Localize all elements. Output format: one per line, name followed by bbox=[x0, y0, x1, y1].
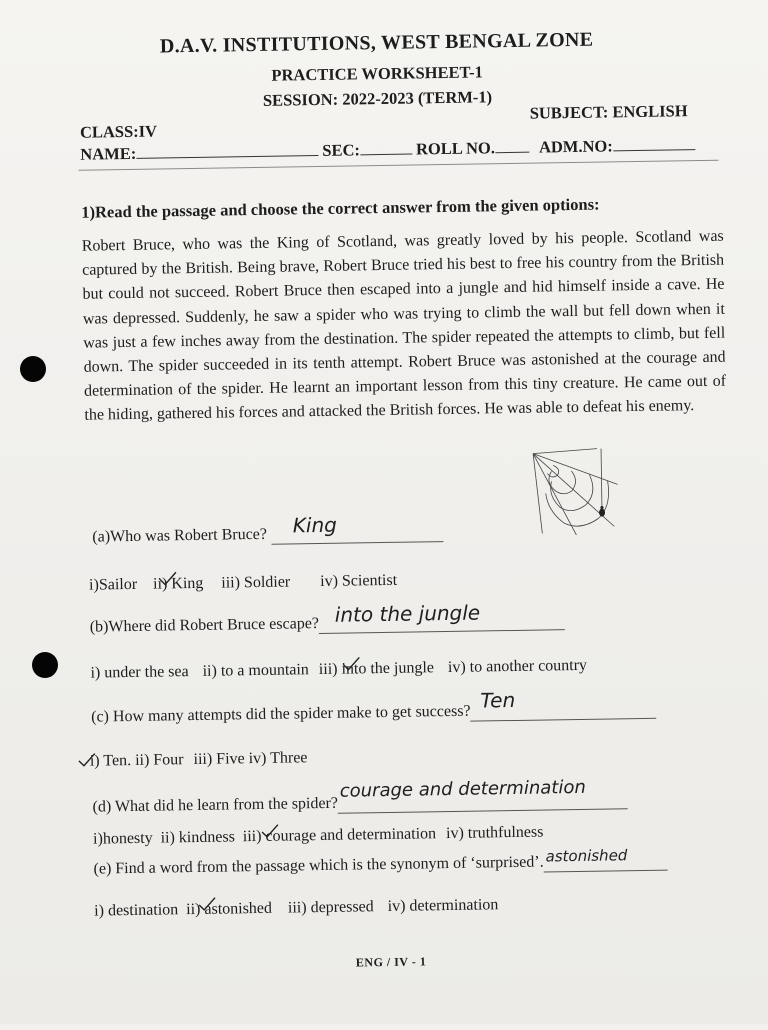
option-a-1[interactable]: i)Sailor bbox=[88, 575, 138, 594]
checkmark-icon bbox=[261, 824, 279, 838]
option-c-3[interactable]: iii) Five bbox=[193, 750, 245, 769]
answer-a-field[interactable] bbox=[271, 512, 443, 545]
options-c bbox=[90, 749, 308, 770]
subject-label: SUBJECT: ENGLISH bbox=[529, 101, 688, 123]
checkmark-icon bbox=[78, 753, 96, 767]
roll-label: ROLL NO. bbox=[415, 138, 496, 159]
options-a bbox=[89, 572, 397, 595]
question-heading: 1)Read the passage and choose the correct answer from the given options: bbox=[81, 194, 600, 222]
question-d bbox=[92, 776, 628, 817]
question-b-text: (b)Where did Robert Bruce escape? bbox=[89, 615, 320, 636]
answer-c: Ten bbox=[480, 687, 516, 713]
question-c bbox=[91, 687, 657, 728]
option-e-1[interactable]: i) destination bbox=[94, 901, 179, 920]
option-b-1[interactable]: i) under the sea bbox=[90, 663, 189, 682]
options-d bbox=[93, 824, 544, 849]
option-a-4[interactable]: iv) Scientist bbox=[320, 571, 398, 591]
option-e-4[interactable]: iv) determination bbox=[387, 896, 499, 915]
answer-c-field[interactable] bbox=[470, 687, 656, 722]
reading-passage: Robert Bruce, who was the King of Scotland, was greatly loved by his people. Scotland was captured by the British. Being brave, Robert Bruce tried his best to free his country from the British but could not succeed. Robert Bruce then escaped into a jungle and hid himself inside a cave. He was depressed. Suddenly, he saw a spider who was trying to climb the wall but fell down when it was just a few inches away from the destination. The spider repeated the attempts to climb, but fell down. The spider succeeded in its tenth attempt. Robert Bruce was astonished at the courage and determination of the spider. He learnt an important lesson from this tiny creature. He came out of the hiding, gathered his forces and attacked the British forces. He was able to defeat his enemy. bbox=[81, 227, 727, 425]
name-label: NAME: bbox=[80, 143, 137, 164]
answer-b-field[interactable] bbox=[319, 600, 565, 634]
answer-a: King bbox=[292, 512, 338, 538]
option-e-3[interactable]: iii) depressed bbox=[287, 898, 374, 917]
checkmark-icon bbox=[342, 656, 360, 670]
spider-web-icon bbox=[527, 444, 624, 541]
question-c-text: (c) How many attempts did the spider make to get success? bbox=[91, 702, 471, 726]
sec-field[interactable] bbox=[360, 140, 412, 156]
adm-field[interactable] bbox=[613, 135, 695, 151]
class-label: CLASS:IV bbox=[79, 121, 158, 142]
options-b bbox=[90, 657, 587, 683]
question-a bbox=[92, 512, 443, 548]
student-info-row bbox=[80, 135, 695, 165]
option-b-2[interactable]: ii) to a mountain bbox=[202, 661, 309, 680]
option-e-2[interactable]: ii) astonished bbox=[186, 899, 273, 919]
option-b-4[interactable]: iv) to another country bbox=[447, 656, 588, 677]
option-c-1[interactable]: i) Ten bbox=[89, 752, 128, 770]
question-d-text: (d) What did he learn from the spider? bbox=[92, 794, 339, 816]
options-e bbox=[94, 896, 498, 920]
option-d-3[interactable]: iii) courage and determination bbox=[242, 825, 437, 846]
option-c-2[interactable]: . ii) Four bbox=[126, 751, 184, 770]
session-label: SESSION: 2022-2023 (TERM-1) bbox=[262, 87, 493, 110]
question-b bbox=[89, 600, 565, 637]
question-a-text: (a)Who was Robert Bruce? bbox=[92, 525, 268, 546]
question-e-text: (e) Find a word from the passage which is the synonym of ‘surprised’. bbox=[93, 853, 544, 878]
answer-d-field[interactable] bbox=[338, 776, 628, 814]
option-b-3[interactable]: iii) into the jungle bbox=[318, 659, 435, 679]
worksheet-title: PRACTICE WORKSHEET-1 bbox=[271, 62, 483, 85]
roll-field[interactable] bbox=[495, 138, 529, 154]
option-c-4[interactable]: iv) Three bbox=[248, 749, 308, 768]
answer-b: into the jungle bbox=[334, 600, 481, 627]
option-d-1[interactable]: i)honesty bbox=[92, 829, 153, 848]
answer-e: astonished bbox=[545, 846, 628, 866]
question-e bbox=[93, 846, 667, 880]
sec-label: SEC: bbox=[322, 140, 361, 160]
name-field[interactable] bbox=[136, 141, 318, 159]
page-title: D.A.V. INSTITUTIONS, WEST BENGAL ZONE bbox=[159, 28, 594, 58]
checkmark-icon bbox=[159, 571, 177, 585]
answer-e-field[interactable] bbox=[544, 846, 668, 873]
option-a-2[interactable]: ii) King bbox=[152, 574, 204, 593]
answer-d: courage and determination bbox=[339, 776, 586, 802]
page-footer-code: ENG / IV - 1 bbox=[355, 954, 427, 970]
option-d-2[interactable]: ii) kindness bbox=[160, 828, 235, 847]
option-a-3[interactable]: iii) Soldier bbox=[221, 573, 291, 592]
adm-label: ADM.NO: bbox=[538, 136, 613, 157]
checkmark-icon bbox=[198, 897, 216, 911]
option-d-4[interactable]: iv) truthfulness bbox=[445, 823, 544, 843]
